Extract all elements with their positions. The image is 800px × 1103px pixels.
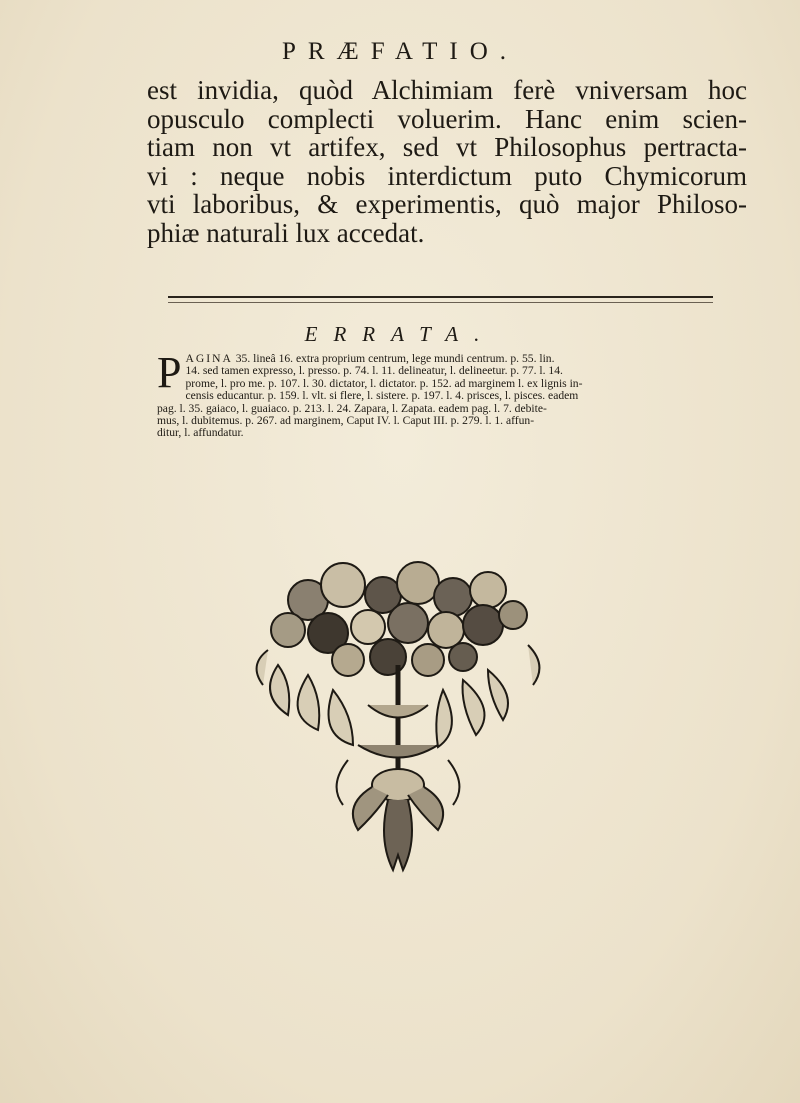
divider-rule-thin xyxy=(168,302,713,303)
errata-line: censis educantur. p. 159. l. vlt. si flere, l. sistere. p. 197. l. 4. prisces, l. pisces. eadem xyxy=(185,390,579,403)
text-line: phiæ naturali lux accedat. xyxy=(147,217,425,248)
preface-text xyxy=(147,76,747,247)
errata-line: mus, l. dubitemus. p. 267. ad marginem, Caput IV. l. Caput III. p. 279. l. 1. affun- xyxy=(157,415,535,428)
drop-cap: P xyxy=(157,348,182,397)
fruit-basket-ornament xyxy=(248,555,548,885)
errata-line: ditur, l. affundatur. xyxy=(157,427,244,440)
divider-rule xyxy=(168,296,713,298)
fruit-cluster xyxy=(271,562,527,676)
errata-block xyxy=(157,348,737,440)
errata-line-text: 35. lineâ 16. extra proprium centrum, lege mundi centrum. p. 55. lin. xyxy=(235,353,555,365)
errata-line: prome, l. pro me. p. 107. l. 30. dictator, l. dictator. p. 152. ad marginem l. ex lignis in- xyxy=(185,377,583,390)
errata-line: pag. l. 35. gaiaco, l. guaiaco. p. 213. l. 24. Zapara, l. Zapata. eadem pag. l. 7. debite- xyxy=(157,402,547,415)
errata-line xyxy=(185,353,737,365)
text-line: est invidia, quòd Alchimiam ferè vniversam hoc xyxy=(147,75,747,105)
text-line: opusculo complecti voluerim. Hanc enim scien- xyxy=(147,103,747,134)
text-line: vti laboribus, & experimentis, quò major Philoso- xyxy=(147,189,747,219)
errata-caps: AGINA xyxy=(185,353,233,365)
page-header: PRÆFATIO. xyxy=(281,38,519,65)
text-line: tiam non vt artifex, sed vt Philosophus pertracta- xyxy=(147,132,747,162)
text-line: vi : neque nobis interdictum puto Chymicorum xyxy=(147,160,747,191)
errata-line: 14. sed tamen expresso, l. presso. p. 74. l. 11. delineatur, l. delineetur. p. 77. l. 14. xyxy=(185,365,563,378)
errata-title: ERRATA. xyxy=(304,322,496,346)
